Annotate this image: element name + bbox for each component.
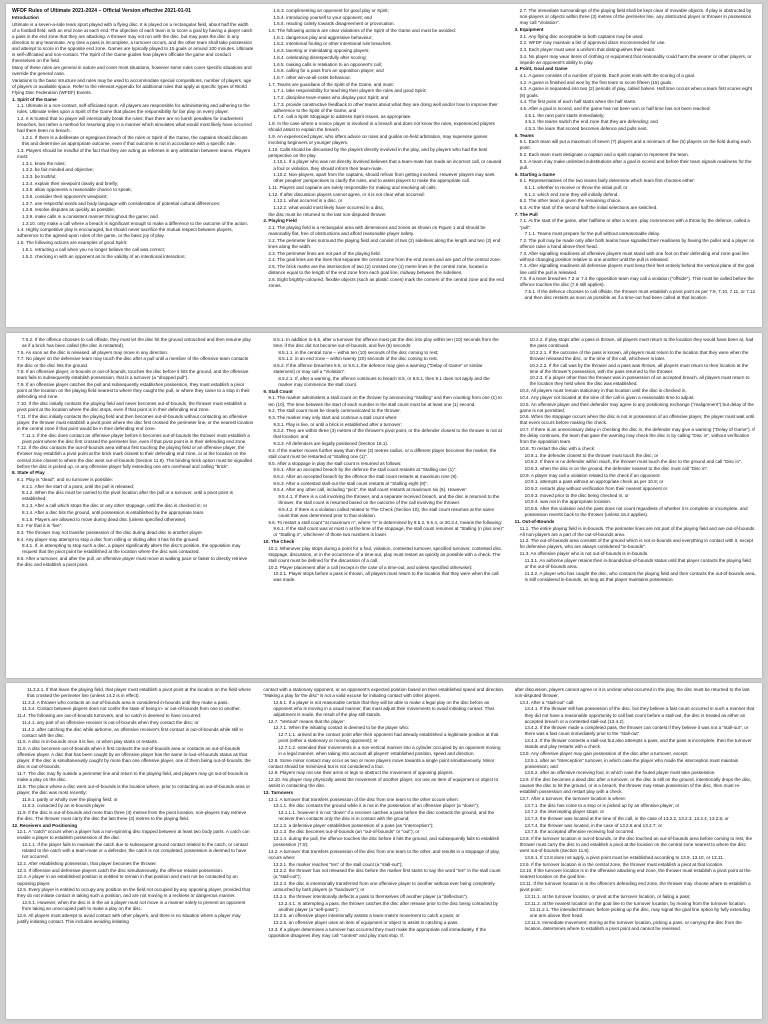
rule-paragraph: 1.3.3. be truthful; xyxy=(22,173,57,179)
rule-paragraph: 13.4.1. If the thrower still has possession of the disc, but they believe a fast count occurred in such a manner that they did not have a reasonable opportunity to call fast count before a stall-out, the disc is treated as either an accepted breach or a contested stall-out (13.4.2). xyxy=(524,706,755,724)
rule-paragraph: 13.1.1. the disc contacts the ground while it is not in the possession of an offensive player (a "down"); xyxy=(273,803,480,809)
rule-paragraph: 1.3. Players should be mindful of the fact that they are acting as referees in any arbitration between teams. Players must: xyxy=(17,147,251,159)
rule-paragraph: 13.2.4. the thrower intentionally deflects a pass to themselves off another player (a "deflection"). xyxy=(273,893,469,899)
rule-paragraph: 13.7.3. the thrower was located at the time of the call, in the case of 13.2.2, 13.2.3, 13.2.4, 13.2.5; or xyxy=(524,816,729,821)
rule-paragraph: 9.3.1. Play is live, or until a brick is established after a turnover; xyxy=(273,421,402,427)
rule-paragraph: 13.5. Any offensive player may gain possession of the disc after a turnover, except: xyxy=(519,750,689,756)
rule-paragraph: 12.7.1.2. extended their movements in a non-vertical manner into a cylinder occupied by an opponent moving in a legal manner, when taking into account all players' established position, speed and direction. xyxy=(278,744,501,756)
rule-paragraph: 9.4. If the marker moves further away than three (3) metres radius, or a different player becomes the marker, the stall count must be restarted at "Stalling one (1)". xyxy=(268,447,497,459)
rule-paragraph: 1.12.2. what would most likely have occurred in a disc, xyxy=(273,205,385,211)
rule-paragraph: 1.10. Calls should be discussed by the players directly involved in the play, and by players who had the best perspective on the play. xyxy=(268,146,488,158)
rule-paragraph: 12.4. A player in an established position is entitled to remain in that position and must not be contacted by an opposing player. xyxy=(17,874,238,886)
rule-paragraph: 11.9. If the disc is out-of-bounds and more than three (3) metres from the pivot location, non-players may retrieve the disc. The thrower must carry the disc the last three (3) metres to the playing field. xyxy=(17,809,247,821)
rule-paragraph: 11.4.2. after catching the disc while airborne, an offensive receiver's first contact is out-of-bounds while still in contact with the disc. xyxy=(22,726,244,738)
rule-paragraph: 11.8.1. partly or wholly over the playing field; or xyxy=(22,796,118,802)
rule-paragraph: 9.6.1. If the stall count was at most n at the time of the stoppage, the stall count resumes at "Stalling (n plus one)" or "Stalling n", whichever of those two numbers is lower. xyxy=(273,526,504,538)
rule-paragraph: 10.2.2. If play stops after a pass is thrown, all players must return to the location they would have been at, had the pass continued. xyxy=(529,337,754,349)
section-heading: WFDF Rules of Ultimate 2021-2024 – Official Version effective 2021-01-01 xyxy=(12,8,192,14)
rule-paragraph: 9.5.1. After an accepted breach by the defence the stall count restarts at "Stalling one (1)". xyxy=(273,467,457,473)
rule-paragraph: 9.5.2. After an accepted breach by the offence the stall count restarts at maximum nine (9). xyxy=(273,473,458,479)
section-heading: 5. Teams xyxy=(514,132,534,138)
rule-paragraph: 12.1.1. If the player fails to maintain the catch due to subsequent ground contact related to the catch, or contact related to the catch with a team-mate or a defender, the catch is not completed, possession is deemed to have not occurred. xyxy=(22,842,249,860)
rule-paragraph: 10.8. To restart the disc with a check: xyxy=(519,445,596,451)
rule-paragraph: 7.12. If the disc contacts the out-of-bounds area without first touching the playing field or an offensive player, the thrower may establish a pivot point at the brick mark closest to their defending end zone, or at the location on the central zone closest to where the disc went out-of-bounds (Section 11.8). The binding brick option must be signalled before the disc is picked up, or any offensive player fully extending one arm overhead and calling "brick". xyxy=(17,445,253,469)
section-heading: 6. Starting a Game xyxy=(514,171,555,177)
rule-paragraph: 5.1. Each team will put a maximum of seven (7) players and a minimum of five (5) players on the field during each point. xyxy=(519,139,751,151)
rule-paragraph: 4.5.3. the team that scored becomes defence and pulls next. xyxy=(524,126,648,131)
rule-paragraph: 1.3.8. resolve disputes as quickly as possible; xyxy=(22,207,115,213)
rule-paragraph: 1.5.1. retracting a call when you no longer believe the call was correct; xyxy=(22,246,165,252)
rule-paragraph: 4.3. A game is separated into two (2) periods of play, called halves. Half time occurs when a team first scores eight (8) goals. xyxy=(519,86,752,98)
rule-paragraph: 11.3.2. A player who has caught the disc, who contacts the playing field and then contacts the out-of-bounds area, is still considered in-bounds, as long as that player maintains possession. xyxy=(524,570,756,582)
page-columns xyxy=(12,687,756,1016)
rule-paragraph: 1.3.10. only make a call where a breach is significant enough to make a difference to the outcome of the action. xyxy=(22,220,249,226)
rule-paragraph: 9.3.2. They are within three (3) metres of the thrower's pivot point, or the defender closest to the thrower is not at that location; and xyxy=(273,428,502,440)
rule-paragraph: 8.5.1.2. in an end zone – within twenty (20) seconds of the disc coming to rest. xyxy=(278,356,438,362)
rule-paragraph: 1.3.7. use respectful words and body language with consideration of potential cultural differences; xyxy=(22,200,221,206)
rule-paragraph: after discussion, players cannot agree or it is unclear what occurred in the play, the disc must be returned to the last non-disputed thrower. xyxy=(514,687,750,699)
page-columns xyxy=(12,8,756,324)
rule-paragraph: 1.3.1. know the rules; xyxy=(22,160,66,166)
section-heading: 12. Receivers and Positioning xyxy=(12,822,78,828)
rule-paragraph: 10.2.3. If a player other than the thrower was in possession of an accepted breach, all players must return to the location they held when the disc was established. xyxy=(529,375,750,387)
rule-paragraph: 8.5.2. If the offence breaches 8.5, or 8.5.1, the defence may give a warning ("Delay of Game" or similar statement) or may call a "Violation". xyxy=(273,363,483,375)
rule-paragraph: 1.6.3. taunting or intimidating opposing players; xyxy=(273,48,370,54)
rule-paragraph: 13.2.3. the disc is intentionally transferred from one offensive player to another without ever being completely untouched by both players (a "handover"); or xyxy=(273,881,495,893)
rule-paragraph: 13.7.4. the thrower was located, in the case of 13.2.6 and 13.2.7; or xyxy=(524,822,663,828)
rule-paragraph: 3.1. Any flying disc acceptable to both captains may be used. xyxy=(519,33,644,39)
rule-paragraph: 6.3. At the start of the second half the initial selections are switched. xyxy=(519,205,658,211)
rule-paragraph: 4.2. A game is finished and won by the first team to score fifteen (15) goals. xyxy=(519,79,673,85)
rule-paragraph: 1.5.4. introducing yourself to your opponent; and xyxy=(273,14,372,20)
section-heading: 2. Playing Field xyxy=(263,218,297,224)
rule-paragraph: 10.9.2. restarts play without verification from their nearest opponent or xyxy=(524,486,668,492)
rule-paragraph: 10.8.3. when the disc is on the ground, the defender nearest to the disc must call "Disc in". xyxy=(524,466,709,471)
rule-paragraph: 1.5.3. complimenting an opponent for good play or Spirit; xyxy=(273,8,389,13)
rule-paragraph: 11.8.2. contacted by an in-bounds player. xyxy=(22,803,106,809)
column-3 xyxy=(515,8,756,324)
section-heading: 4. Point, Goal and Game xyxy=(514,66,568,72)
rule-paragraph: 1.3.9. make calls in a consistent manner throughout the game; and xyxy=(22,214,158,219)
rule-paragraph: 13.2. A turnover that transfers possession of the disc from one team to the other, and results in a stoppage of play, occurs when: xyxy=(268,848,500,860)
rule-paragraph: 8.5. After a turnover, and after the pull, an offensive player must move at walking pace or faster to directly retrieve the disc and establish a pivot point. xyxy=(17,556,248,568)
section-heading: 1. Spirit of the Game xyxy=(12,96,57,102)
rule-paragraph: 10.4. Any player not located at the time of the call is given a reasonable time to adjust. xyxy=(519,394,695,400)
rule-paragraph: 9.5.4. After any other call, including "pick", the stall count restarts at maximum six (6). However: xyxy=(273,487,468,493)
document-page-3 xyxy=(6,683,762,1019)
rule-paragraph: 1.1. Ultimate is a non-contact, self-officiated sport. All players are responsible for administering and adhering to the rules. Ultimate relies upon a Spirit of the Game that places the responsibility for fair play on every player. xyxy=(17,103,250,115)
rule-paragraph: 10.8.1. the defender closest to the thrower must touch the disc; or xyxy=(524,452,659,458)
rule-paragraph: 13.4.2. If the thrower made a completed pass, the thrower can contest if they believe it was not a "stall-out", or there was a fast count immediately prior to the "stall-out". xyxy=(524,725,749,737)
rule-paragraph: 1.7. Teams are guardians of the Spirit of the Game, and must: xyxy=(268,81,394,87)
rule-paragraph: 13.2.1. the marker reaches "ten" of the stall count (a "stall-out"); xyxy=(273,861,403,867)
rule-paragraph: 13.1.4. during the pull, the offence touches the disc before it hits the ground, and subsequently fails to establish possession (7.8); xyxy=(273,836,500,848)
rule-paragraph: 10.9. A player may call a violation related to the check if an opponent: xyxy=(519,472,661,478)
rule-paragraph: 11.6. A disc becomes out-of-bounds when it first contacts the out-of-bounds area or contacts an out-of-bounds offensive player. A disc that has been caught by an offensive player has the same in-/out-of-bounds status as that player. If the disc is simultaneously caught by more than one offensive player, one of them being out-of-bounds, the disc is out-of-bounds. xyxy=(17,746,251,770)
rule-paragraph: 1.6.1. dangerous play and aggressive behaviour; xyxy=(273,34,373,40)
rule-paragraph: 7.2. The pull may be made only after both teams have signalled their readiness by having the puller and a player on offence raise a hand above their head. xyxy=(519,237,755,249)
rule-paragraph: 7.5.1. If the defence chooses to call offside, the thrower must establish a pivot point as per 7.9, 7.10, 7.11, or 7.12 and then disc restarts as soon as possible as if a time-out had been called at that location. xyxy=(524,289,756,301)
rule-paragraph: 13.7.2. the intercepting player stops; or xyxy=(524,809,605,815)
rule-paragraph: 7.4. After signalling readiness all defensive players must keep their feet entirely behind the vertical plane of the goal line until the pull is released. xyxy=(519,263,755,275)
rule-paragraph: 13.2.6. an offensive player uses an item of equipment or object to assist in catching a pass. xyxy=(273,920,459,926)
rule-paragraph: 13.8.1. If 13.8 does not apply, a pivot point must be established according to 13.9, 13.10, or 13.11. xyxy=(524,854,724,860)
rule-paragraph: 9.5. After a stoppage in play the stall count is resumed as follows: xyxy=(268,460,402,466)
rule-paragraph: 12.6.1. If a player is not reasonable certain that they will be able to make a legal play on the disc before an opponent who is moving in a usual manner, that must adjust their movements to avoid initiating contact. That adjustment is made, the result of the play still stands. xyxy=(273,699,494,717)
rule-paragraph: 2.5. The brick marks are the intersection of two (2) crossed one (1) metre lines in the central zone, located a distance equal to the length of the end zone from each goal line, midway between the sidelines. xyxy=(268,264,488,276)
section-heading: 11. Out-of-Bounds xyxy=(514,518,555,524)
rule-paragraph: 8.1.5. Players are allowed to move during dead disc (unless specified otherwise). xyxy=(22,516,187,522)
rule-paragraph: 1.5.2. checking in with an opponent as to the validity of an intentional interaction; xyxy=(22,253,186,259)
column-3 xyxy=(515,337,756,675)
rule-paragraph: 7.6. As soon as the disc is released, all players may move in any direction. xyxy=(17,349,169,355)
rule-paragraph: 5.3. A team may make unlimited substitutions after a goal is scored and before their team signals readiness for the pull. xyxy=(519,158,752,170)
rule-paragraph: 8.4. Any player may attempt to stop a disc from rolling or sliding after it has hit the ground. xyxy=(17,536,200,542)
rule-paragraph: 13.2.5. an offensive player intentionally assists a team-mate's movement to catch a pass; or xyxy=(273,913,460,919)
rule-paragraph: 2.4. The goal lines are the lines that separate the central zone from the end zones and are part of the central zone. xyxy=(268,257,502,263)
rule-paragraph: 7.9. If an offensive player catches the pull and subsequently establishes possession, they must establish a pivot point at the location on the playing field nearest to where they caught the pull, or where they came to a stop in their defending end zone. xyxy=(17,382,250,400)
rule-paragraph: 11.3. An offensive player who is not out-of-bounds is in-bounds. xyxy=(519,551,649,557)
rule-paragraph: 9.5.4.1. If there is a call involving the thrower, and a separate received breach, and the disc is returned to the thrower, the stall count is resumed based on the outcome of the call involving the thrower. xyxy=(278,493,500,506)
rule-paragraph: 9.5.4.2. If there is a violation called related to The Check (Section 10), the stall count resumes at the same count that was determined prior to that violation. xyxy=(278,506,495,518)
column-2 xyxy=(263,687,504,1016)
rule-paragraph: 1.3.4. explain their viewpoint clearly and briefly; xyxy=(22,180,119,186)
rule-paragraph: 1.8. In the case where a novice player is involved in a breach and does not know the rules, experienced players should assist to explain the breach. xyxy=(268,121,495,133)
rule-paragraph: 3.3. Each player must wear a uniform that distinguishes their team. xyxy=(519,46,656,52)
rule-paragraph: 1.3.6. consider their opponent's viewpoint; xyxy=(22,193,108,199)
rule-paragraph: Variations to the basic structure and rules may be used to accommodate special competitions, number of players, age of players or available space. Refer to the relevant Appendix for additional rules that apply at specific types of World Flying Disc Federation (WFDF) Events. xyxy=(12,77,252,95)
rule-paragraph: 2.6. Eight brightly-coloured, flexible objects (such as plastic cones) mark the corners of the central zone and the end zones. xyxy=(268,276,505,288)
rule-paragraph: 8.4.1. If, in attempting to stop such a disc, a player significantly alters the disc's position, the opposition may request that the pivot point be established at the location where the disc was contacted. xyxy=(22,543,241,555)
rule-paragraph: 1.6.5. making calls in retaliation to an opponent's call; xyxy=(273,61,382,67)
rule-paragraph: 13.2.2. the thrower has not released the disc before the marker first starts to say the word "ten" in the stall count (a "stall-out"); xyxy=(273,868,501,880)
column-3 xyxy=(515,687,756,1016)
section-heading: 8. State of Play xyxy=(12,470,45,476)
rule-paragraph: 13.1.2. a defensive player establishes possession of a pass (an "interception"); xyxy=(273,822,434,828)
rule-paragraph: 11.3.2.1. If that leave the playing field, that player must establish a pivot point at the location on the field where that crossed the perimeter line (unless 14.2 is in effect). xyxy=(27,687,251,699)
rule-paragraph: 1.4. Highly competitive play is encouraged, but should never sacrifice the mutual respect between players, adherence to the agreed-upon rules of the game, or the basic joy of play. xyxy=(17,227,233,239)
rule-paragraph: 1.6.6. calling for a pass from an opposition player; and xyxy=(273,68,384,74)
rule-paragraph: 10.9.5. After this violation and the pass does not count regardless of whether it is complete or incomplete, and possession reverts back to the thrower (unless 18.2 applies). xyxy=(524,506,748,518)
rule-paragraph: 13.1.1.1. however it is not "down" if a receiver catches a pass before the disc contacts the ground, and the receiver then contacts only the disc is in contact with the ground; xyxy=(278,809,495,821)
rule-paragraph: 7.3. After signalling readiness all offensive players must stand with one foot on their defending end zone goal line without changing position relative to one another until the pull is released. xyxy=(519,250,749,262)
rule-paragraph: contact with a stationary opponent, or an opponent's expected position based on their established speed and direction. "Making a play for the disc" is not a valid excuse for initiating contact with other players. xyxy=(263,687,505,699)
rule-paragraph: 10.1. Whenever play stops during a point for a foul, violation, contested turnover, specified turnover, contested disc, stoppage, discussion, or in the occurrence of a time-out, play must restart as quickly as possible with a check. The stall count must be defined for the discussion of a call. xyxy=(268,545,503,563)
rule-paragraph: 13.3. If a player determines a turnover has occurred they must make the appropriate call immediately. If the opposition disagrees they may call "contest" and play must stop. If, xyxy=(268,926,487,938)
rule-paragraph: 8.1.3. After a call which stops the disc or any other stoppage, until the disc is checked in; or xyxy=(22,503,208,509)
rule-paragraph: 10.2.2.1. If the outcome of the pass is known, all players must return to the location that they were when the thrower released the disc, or the time of the call, whichever is later. xyxy=(529,349,749,361)
rule-paragraph: 1.10.1. If a player who was not directly involved believes that a team-mate has made an incorrect call, or caused a foul or violation, they should inform their team-mate. xyxy=(273,159,502,171)
rule-paragraph: 2.7. The immediate surroundings of the playing field shall be kept clear of movable objects. If play is obstructed by non-players or objects within three (3) metres of the perimeter line, any obstructed player or thrower in possession may call "Violation". xyxy=(519,8,752,26)
rule-paragraph: 11.7. The disc may fly outside a perimeter line and return to the playing field, and players may go out-of-bounds to make a play on the disc. xyxy=(17,770,249,783)
rule-paragraph: 4.5.1. the next point starts immediately; xyxy=(524,112,605,118)
rule-paragraph: 3.4. No player may wear items of clothing or equipment that reasonably could harm the wearer or other players, or impede an opponent's ability to play. xyxy=(519,53,752,65)
rule-paragraph: 13.4. After a "stall-out" call: xyxy=(519,699,575,705)
rule-paragraph: 2.2. The perimeter lines surround the playing field and consist of two (2) sidelines along the length and two (2) end lines along the width. xyxy=(268,237,501,249)
rule-paragraph: 8.1.4. After a disc hits the ground, until possession is established by the appropriate team. xyxy=(22,509,205,515)
rule-paragraph: 9.3.3. All defenders are legally positioned (Section 18.1). xyxy=(273,441,389,447)
rule-paragraph: 10.2.1. Player stops before a pass is thrown, all players must return to the location that they were when the call was made. xyxy=(273,571,499,583)
document-page-1 xyxy=(6,4,762,327)
rule-paragraph: 1.9. An experienced player, who offers advice on rules and guides on-field arbitration, may supervise games involving beginners or younger players. xyxy=(268,133,488,145)
section-heading: Introduction xyxy=(12,15,39,20)
rule-paragraph: 1.6. The following actions are clear violations of the Spirit of the Game and must be avoided: xyxy=(268,28,456,34)
rule-paragraph: 11.5. A disc is in-bounds once it is live, or when play starts or restarts. xyxy=(17,739,159,745)
rule-paragraph: 1.7.2. discipline team-mates who display poor Spirit; and xyxy=(273,94,389,100)
rule-paragraph: 9.5.3. After a contested stall-out the stall count restarts at "Stalling eight (8)". xyxy=(273,480,429,486)
rule-paragraph: 10.6. When the stoppage occurs when the disc is not in possession of an offensive player, the player must wait until that event occurs before making the check. xyxy=(519,414,755,426)
section-heading: 7. The Pull xyxy=(514,211,538,217)
rule-paragraph: 12.8. Some minor contact may occur as two or more players move towards a single point simultaneously. Minor contact should be minimized but is not considered a foul. xyxy=(268,757,495,769)
rule-paragraph: 9.1. The marker administers a stall count on the thrower by announcing "Stalling" and then counting from one (1) to ten (10). The time between the start of each number in the stall count must be at least one (1) second. xyxy=(268,395,502,407)
rule-paragraph: the disc must be returned to the last non-disputed thrower. xyxy=(268,211,387,217)
rule-paragraph: 10.9.3. moved prior to the disc being checked in; or xyxy=(524,492,629,498)
rule-paragraph: 7.1. At the start of the game, after halftime or after a score, play commences with a throw by the defence, called a "pull". xyxy=(519,218,750,230)
rule-paragraph: 3.2. WFDF may maintain a list of approved discs recommended for use. xyxy=(519,40,666,46)
rule-paragraph: 10.8.2. If there is no defender within reach, the thrower must touch the disc to the ground and call "Disc in". xyxy=(524,459,742,465)
rule-paragraph: 6.1.2. which end zone they will initially defend. xyxy=(524,191,619,197)
rule-paragraph: 10.7. If there is an unnecessary delay in checking the disc in, the defender may give a warning ("Delay of Game"). If the delay continues, the team that gave the warning may check the disc in by calling "Disc in", without verification from the opposition team. xyxy=(519,427,755,445)
rule-paragraph: 1.5.5. reacting calmly towards disagreement or provocation. xyxy=(273,21,395,27)
rule-paragraph: 12.3. If offensive and defensive players catch the disc simultaneously, the offence retains possession. xyxy=(17,867,224,873)
rule-paragraph: 12.6. All players must attempt to avoid contact with other players, and there is no situation where a player may justify initiating contact. This includes avoiding initiating xyxy=(17,912,241,924)
rule-paragraph: 1.10.2. Non-players, apart from the captains, should refrain from getting involved. However players may seek other peoples' perspectives to clarify the rules, and to assist players to make the appropriate call. xyxy=(273,172,495,184)
page-columns xyxy=(12,337,756,675)
rule-paragraph: 12.10. No player may physically assist the movement of another player, nor use an item of equipment or object to assist in contacting the disc. xyxy=(268,777,499,789)
rule-paragraph: 13.8. If the turnover location is out-of-bounds, or the disc touched an out-of-bounds area before coming to rest, the thrower must carry the disc to and establish a pivot at the location on the central zone nearest to where the disc went out-of-bounds (Section 11.8). xyxy=(519,836,753,854)
rule-paragraph: 8.5.1. In addition to 8.5, after a turnover the offence must put the disc into play within ten (10) seconds from the time, if the disc did not become out-of-bounds, and five (5) seconds: xyxy=(273,337,499,349)
rule-paragraph: 1.7.3. provide constructive feedback to other teams about what they are doing well and/or how to improve their adherence to the Spirit of the Game; and xyxy=(273,101,498,113)
rule-paragraph: 13.11.2. at the nearest location on the goal line to the turnover location, by moving from the turnover location. xyxy=(524,900,746,906)
rule-paragraph: 7.11.1. If the disc does contact an offensive player before it becomes out-of-bounds the thrower must establish a pivot point where the disc first crossed the perimeter line, even if that pivot point is in their defending end zone. xyxy=(22,432,250,444)
rule-paragraph: 10.5. An offensive player and their defender may agree to any positioning exchange ("realignment") but delay of the game is not permitted. xyxy=(519,401,754,413)
rule-paragraph: 1.2.1. If there is a deliberate or egregious breach of the rules or Spirit of the Game, the captains should discuss this and determine an appropriate outcome, even if that outcome is not in accordance with a specific rule. xyxy=(22,134,248,147)
rule-paragraph: 13.11.1. at the turnover location, or pivot at the turnover location, or failing a pass; xyxy=(524,893,691,899)
rule-paragraph: 7.11. If the disc initially contacts the playing field and then becomes out-of-bounds without contacting an offensive player, the thrower must establish a pivot point where the disc first crossed the perimeter line, or the nearest location in the central zone if that point would be in their defending end zone. xyxy=(17,413,254,431)
rule-paragraph: 8.5.2.1. If, after a warning, the offence continues to breach 8.5, or 8.5.1, then 9.1 does not apply and the marker may commence the stall count. xyxy=(278,375,490,388)
rule-paragraph: 1.5. The following actions are examples of good Spirit: xyxy=(17,240,128,246)
rule-paragraph: 10.2.2.2. If the call was by the thrower and a pass was thrown, all players must return to their location at the time of the thrower's possession, with the pass returned to the thrower. xyxy=(529,362,749,374)
rule-paragraph: 7.8. If an offensive player, in-bounds or out-of-bounds, touches the disc before it hits the ground, and the offensive team fails to subsequently establish possession, that is a turnover (a "dropped pull"). xyxy=(17,369,249,381)
rule-paragraph: 13.7.5. the accepted offensive receiving foul occurred. xyxy=(524,829,635,835)
column-1 xyxy=(12,8,253,324)
rule-paragraph: 13.5.1. after an "interception" turnover, in which case the player who made the interception must maintain possession; and xyxy=(524,757,739,769)
rule-paragraph: 8.1. Play is "dead", and no turnover is possible: xyxy=(17,477,113,482)
rule-paragraph: 11.3.3. A thrower who contacts an out-of-bounds area is considered in-bounds until they make a pass. xyxy=(22,699,229,705)
rule-paragraph: 13.9. If the turnover location is in the central zone, the thrower must establish a pivot at that location. xyxy=(519,861,724,867)
rule-paragraph: 2.1. The playing field is a rectangular area with dimensions and zones as shown on Figure 1 and should be reasonably flat, free of obstructions and afford reasonable player safety. xyxy=(268,225,486,237)
rule-paragraph: 5.2. Each team must designate a captain and a spirit captain to represent the team. xyxy=(519,152,689,158)
rule-paragraph: 13.1.3. the disc becomes out-of-bounds (an "out-of-bounds" or "out"); or xyxy=(273,829,420,835)
column-2 xyxy=(263,337,504,675)
rule-paragraph: 11.3.1. An airborne player retains their in-bounds/out-of-bounds status until that player contacts the playing field or the out-of-bounds area. xyxy=(524,557,751,569)
rule-paragraph: 8.2. For that it is "live". xyxy=(17,523,63,529)
rule-paragraph: 10.9.1. attempts a pass without an appropriate check as per 10.8; or xyxy=(524,479,664,485)
rule-paragraph: 10.3. All players must remain stationary in that location until the disc is checked in. xyxy=(519,388,687,394)
rule-paragraph: 1.6.4. celebrating disrespectfully after scoring; xyxy=(273,54,367,60)
rule-paragraph: 11.1. The entire playing field is in-bounds. The perimeter lines are not part of the playing field and are out-of-bounds. All non-players are a part of the out-of-bounds area. xyxy=(519,525,756,537)
rule-paragraph: 12.9. Players may not use their arms or legs to obstruct the movement of opposing players. xyxy=(268,770,454,776)
rule-paragraph: 13.11.3. Immediate movement; storing at the turnover location, picking a pass, or carrying the disc from the location, determines where to establish a pivot point and cannot be reversed. xyxy=(524,920,742,932)
rule-paragraph: 4.4. The first point of each half starts when the half starts. xyxy=(519,99,637,105)
rule-paragraph: 7.5. If a team breaches 7.3 or 7.4 the opposition team may call a violation ("offside"). This must be called before the offence touches the disc (7.6 still applies). xyxy=(519,276,754,288)
column-1 xyxy=(12,687,253,1016)
rule-paragraph: 1.6.2. intentional fouling or other intentional rule breaches; xyxy=(273,41,392,47)
rule-paragraph: 1.12.1. what occurred in a disc, or xyxy=(273,198,343,204)
rule-paragraph: 13.6. If the disc becomes a dead disc after a turnover, or the disc is still on the ground, intentionally drops the disc, causes the disc to hit the ground, or is a breach, the thrower may retain possession of the disc, then must re-establish possession and restart play with a check. xyxy=(519,777,752,795)
rule-paragraph: 1.7.4. call a Spirit Stoppage to address Spirit issues, as appropriate. xyxy=(273,114,412,120)
document-page-2 xyxy=(6,333,762,678)
section-heading: 3. Equipment xyxy=(514,26,544,32)
rule-paragraph: 12.2. After establishing possession, that player becomes the thrower. xyxy=(17,861,157,867)
rule-paragraph: 13.5.2. after an offensive receiving foul, in which case the fouled player must take possession. xyxy=(524,770,716,776)
rule-paragraph: 12.7.1. When the initiating contact is deemed to be the player who: xyxy=(273,725,409,731)
rule-paragraph: 4.5.2. the teams switch the end zone that they are defending; and xyxy=(524,119,658,125)
section-heading: 10. The Check xyxy=(263,538,295,544)
rule-paragraph: 12.5. Every player is entitled to occupy any position on the field not occupied by any opposing player, provided that they do not initiate contact in taking such a position, and are not moving in a reckless or dangerous manner. xyxy=(17,887,250,899)
rule-paragraph: 11.4. The following are out-of-bounds turnovers, and no catch is deemed to have occurred: xyxy=(17,713,202,719)
rule-paragraph: 2.3. The perimeter lines are not part of the playing field. xyxy=(268,250,381,256)
column-1 xyxy=(12,337,253,675)
rule-paragraph: 8.5.1.1. in the central zone – within ten (10) seconds of the disc coming to rest; xyxy=(278,349,439,355)
rule-paragraph: 1.6.7. other win-at-all-costs behaviour. xyxy=(273,74,351,80)
rule-paragraph: 13.11.2.1. The intended thrower, before picking up the disc, may signal the goal line option by fully extending one arm above their head. xyxy=(529,907,750,919)
rule-paragraph: 8.3. The thrower may not transfer possession of the disc during dead disc to another player. xyxy=(17,529,204,535)
rule-paragraph: 1.3.5. allow opponents a reasonable chance to speak; xyxy=(22,187,132,193)
rule-paragraph: 12.1. A "catch" occurs when a player has a non-spinning disc trapped between at least two body parts. A catch can enable a player to establish possession of the disc. xyxy=(17,829,250,841)
rule-paragraph: 12.7. "Vertical" means that the player: xyxy=(268,718,345,724)
rule-paragraph: 12.5.1. However, when the disc is in the air a player must not move in a manner solely to prevent an opponent from taking an unoccupied path to make a play on the disc. xyxy=(22,899,246,912)
rule-paragraph: 6.1. Representatives of the two teams fairly determine which team first chooses either: xyxy=(519,178,696,184)
rule-paragraph: 9.6. To restart a stall count "at maximum n", where "n" is determined by 9.5.2, 9.5.4, or 20.3.4, means the following: xyxy=(268,519,503,525)
rule-paragraph: 10.9.4. was not in the appropriate location. xyxy=(524,499,612,505)
rule-paragraph: 1.7.1. take responsibility for teaching their players the rules and good Spirit; xyxy=(273,88,427,94)
rule-paragraph: 1.11. Players and captains are solely responsible for making and resolving all calls. xyxy=(268,185,437,190)
rule-paragraph: 11.4.1. any part of an offensive receiver is out-of-bounds when they contact the disc; or xyxy=(22,719,199,725)
rule-paragraph: 13.1. A turnover that transfers possession of the disc from one team to the other occurs when: xyxy=(268,796,459,802)
rule-paragraph: 7.1.1. Teams must prepare for the pull without unreasonable delay. xyxy=(524,231,661,237)
rule-paragraph: 11.8. The place where a disc went out-of-bounds is the location where, prior to contacting an out-of-bounds area or player, the disc was most recently: xyxy=(17,783,250,795)
rule-paragraph: 6.2. The other team is given the remaining choice. xyxy=(519,198,622,204)
rule-paragraph: 13.7.1. the disc has come to a stop or is picked up by an offensive player; or xyxy=(524,802,680,808)
rule-paragraph: 13.4.3. If the thrower contests a stall-out but also attempts a pass, and the pass is incomplete, then the turnover stands and play restarts with a check. xyxy=(524,738,752,750)
rule-paragraph: 8.1.2. When the disc must be carried to the pivot location after the pull or a turnover, until a pivot point is established; xyxy=(22,490,233,502)
rule-paragraph: 13.2.4.1. In attempting a pass, the thrower catches the disc after release prior to the disc being contacted by another player (a "self-pass"); xyxy=(278,900,498,912)
rule-paragraph: 11.2. The out-of-bounds area consists of the ground which is not in-bounds and everything in contact with it, except for defensive players, who are always considered "in-bounds". xyxy=(519,538,754,550)
rule-paragraph: 1.3.2. be fair-minded and objective; xyxy=(22,167,94,173)
rule-paragraph: 6.1.1. whether to receive or throw the initial pull; or xyxy=(524,185,628,190)
rule-paragraph: 4.5. After a goal is scored, and the game has not been won or half time has not been reached: xyxy=(519,105,711,111)
rule-paragraph: 1.12. If after discussion players cannot agree, or it is not clear what occurred: xyxy=(268,191,425,197)
rule-paragraph: 13.10. If the turnover location is in the offensive attacking end zone, the thrower must establish a pivot point at the nearest location on the goal line. xyxy=(519,868,751,880)
rule-paragraph: Many of these rules are general in nature and cover most situations, however some rules cover specific situations and override the general case. xyxy=(12,64,252,77)
rule-paragraph: Ultimate is a seven-a-side team sport played with a flying disc. It is played on a rectangular field, about half the width of a football field, with an end zone at each end. The objective of each team is to score a goal by having a player catch a pass in the end zone that they are attacking. A thrower may not run with the disc, but may pass the disc in any direction to any teammate. Any time a pass is incomplete, a turnover occurs, and the other team shall take possession and attempt to score in the opposite end zone. Games are typically played to 15 goals or around 100 minutes. Ultimate is self-officiated and non-contact. The Spirit of the Game guides how players officiate the game and conduct themselves on the field. xyxy=(12,21,254,64)
rule-paragraph: 9.2. The stall count must be clearly communicated to the thrower. xyxy=(268,408,401,414)
section-heading: 9. Stall Count xyxy=(263,388,293,394)
rule-paragraph: 13.7. After a turnover, the turnover location is where: xyxy=(519,795,627,801)
rule-paragraph: 9.3. The marker may only start and continue a stall count when: xyxy=(268,414,398,420)
rule-paragraph: 7.10. If the disc initially contacts the playing field and never becomes out-of-bounds, the thrower must establish a pivot point at the location where the disc stops, even if that point is in their defending end zone. xyxy=(17,400,247,412)
rule-paragraph: 12.7.1.1. arrived at the contact point after their opponent had already established a legitimate position at that point (either a stationary or moving opponent); or xyxy=(278,732,499,744)
column-2 xyxy=(263,8,504,324)
rule-paragraph: 8.1.1. After the start of a point, until the pull is released; xyxy=(22,483,135,489)
rule-paragraph: 1.2. It is trusted that no player will intentionally break the rules; thus there are no harsh penalties for inadvertent breaches, but rather a method for resuming play in a manner which simulates what would most likely have occurred had there been no breach. xyxy=(17,116,252,134)
rule-paragraph: 10.2. Player placement after a call (except in the case of a time-out, and unless specified otherwise): xyxy=(268,564,473,570)
section-heading: 13. Turnovers xyxy=(263,789,294,795)
rule-paragraph: 13.11. If the turnover location is in the offence's defending end zone, the thrower may choose where to establish a pivot point: xyxy=(519,881,751,893)
rule-paragraph: 4.1. A game consists of a number of points. Each point ends with the scoring of a goal. xyxy=(519,73,696,79)
rule-paragraph: 7.5.2. If the offence chooses to call offside, they must let the disc hit the ground untouched and then resume play as if a brick has been called (the disc is restarted). xyxy=(22,337,251,349)
rule-paragraph: 11.3.4. Contact between players does not confer the state of being in- or out-of-bounds from one to another. xyxy=(22,706,241,712)
rule-paragraph: 7.7. No player on the defensive team may touch the disc after a pull until a member of the offensive team contacts the disc or the disc hits the ground. xyxy=(17,356,249,368)
